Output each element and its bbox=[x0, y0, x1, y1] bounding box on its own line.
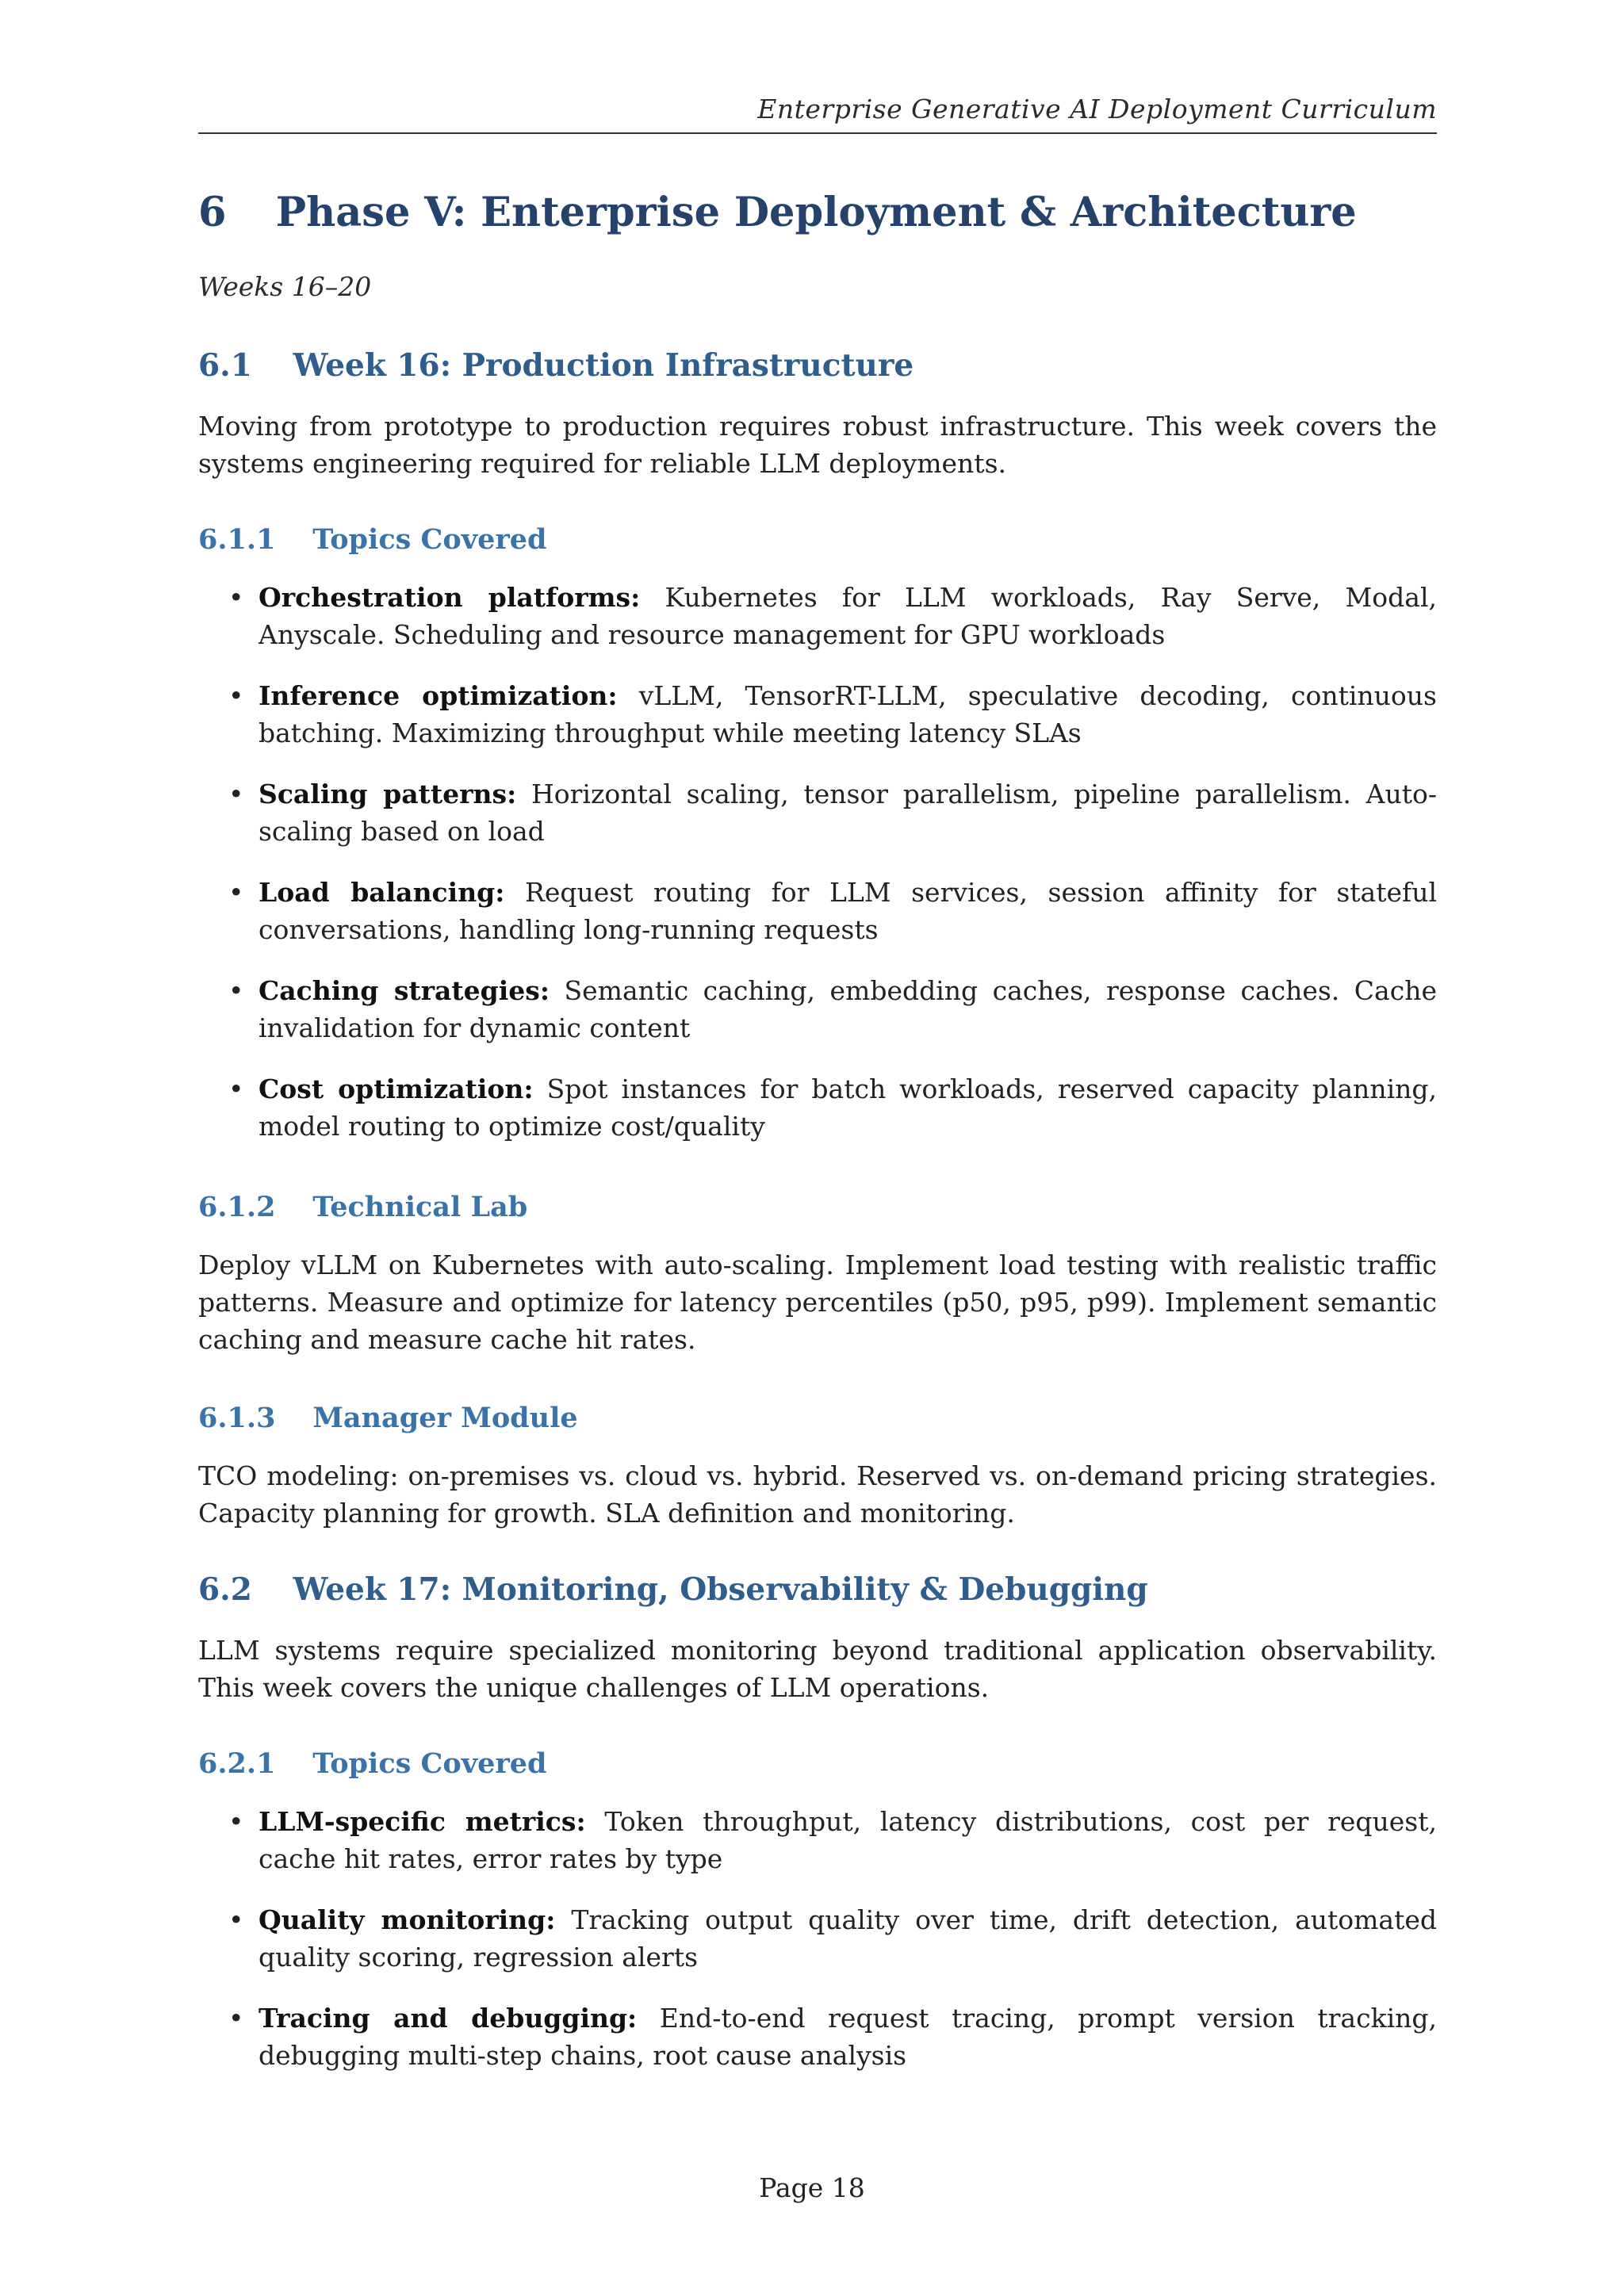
running-header-title: Enterprise Generative AI Deployment Curriculum bbox=[757, 94, 1437, 124]
bullet-icon: • bbox=[228, 680, 244, 711]
topic-term: Quality monitoring: bbox=[259, 1904, 556, 1935]
subsection-heading-week17 bbox=[198, 1571, 1148, 1608]
bullet-icon: • bbox=[228, 1904, 244, 1935]
bullet-icon: • bbox=[228, 779, 244, 809]
topic-term: Orchestration platforms: bbox=[259, 582, 641, 613]
topic-term: Caching strategies: bbox=[259, 975, 550, 1006]
section-weeks: Weeks 16–20 bbox=[198, 271, 372, 302]
bullet-icon: • bbox=[228, 2003, 244, 2034]
topic-text: Tracking output quality over time, drift detection, automated quality scoring, regression alerts bbox=[259, 1904, 1438, 1973]
list-item bbox=[198, 775, 1437, 850]
subsubsection-heading-technical-lab bbox=[198, 1191, 527, 1223]
subsubsection-title: Topics Covered bbox=[312, 1747, 547, 1780]
topic-term: Inference optimization: bbox=[259, 680, 618, 711]
topic-text: Kubernetes for LLM workloads, Ray Serve, Modal, Anyscale. Scheduling and resource management for GPU workloads bbox=[259, 582, 1438, 650]
subsubsection-title: Technical Lab bbox=[312, 1191, 528, 1223]
section-title: Phase V: Enterprise Deployment & Architecture bbox=[275, 189, 1357, 236]
list-item bbox=[198, 972, 1437, 1047]
subsubsection-number: 6.2.1 bbox=[198, 1747, 276, 1780]
subsection-title: Week 16: Production Infrastructure bbox=[293, 347, 914, 384]
subsubsection-heading-week17-topics bbox=[198, 1747, 547, 1780]
bullet-icon: • bbox=[228, 582, 244, 613]
list-item bbox=[198, 677, 1437, 752]
subsubsection-heading-week16-topics bbox=[198, 523, 547, 556]
topic-text: vLLM, TensorRT-LLM, speculative decoding, continuous batching. Maximizing throughput while meeting latency SLAs bbox=[259, 680, 1437, 748]
topic-text: Request routing for LLM services, session affinity for stateful conversations, handling long-running requests bbox=[259, 877, 1438, 945]
page-footer bbox=[0, 2172, 1624, 2203]
subsubsection-title: Manager Module bbox=[312, 1402, 578, 1434]
list-item bbox=[198, 579, 1437, 653]
section-number: 6 bbox=[198, 189, 227, 236]
list-item bbox=[198, 1999, 1437, 2074]
week16-topics-list bbox=[198, 579, 1437, 1169]
list-item bbox=[198, 1070, 1437, 1145]
subsubsection-number: 6.1.1 bbox=[198, 523, 276, 556]
list-item bbox=[198, 1803, 1437, 1877]
subsection-number: 6.1 bbox=[198, 347, 252, 384]
topic-term: Tracing and debugging: bbox=[259, 2003, 638, 2034]
subsubsection-heading-manager-module bbox=[198, 1402, 578, 1434]
bullet-icon: • bbox=[228, 975, 244, 1006]
technical-lab-text: Deploy vLLM on Kubernetes with auto-scaling. Implement load testing with realistic traffic patterns. Measure and optimize for latency percentiles (p50, p95, p99). Implement semantic caching and measure cache hit rates. bbox=[198, 1249, 1437, 1355]
page-number: Page 18 bbox=[759, 2172, 865, 2203]
subsubsection-title: Topics Covered bbox=[312, 523, 547, 556]
topic-term: Scaling patterns: bbox=[259, 779, 517, 809]
running-header bbox=[198, 94, 1437, 134]
topic-text: Token throughput, latency distributions, cost per request, cache hit rates, error rates by type bbox=[259, 1806, 1437, 1874]
bullet-icon: • bbox=[228, 877, 244, 908]
week17-topics-list bbox=[198, 1803, 1437, 2098]
list-item bbox=[198, 1901, 1437, 1976]
bullet-icon: • bbox=[228, 1073, 244, 1104]
list-item bbox=[198, 874, 1437, 948]
week17-intro: LLM systems require specialized monitoring beyond traditional application observability. This week covers the unique challenges of LLM operations. bbox=[198, 1635, 1437, 1703]
topic-text: Semantic caching, embedding caches, response caches. Cache invalidation for dynamic content bbox=[259, 975, 1437, 1043]
week16-intro: Moving from prototype to production requires robust infrastructure. This week covers the systems engineering required for reliable LLM deployments. bbox=[198, 411, 1437, 479]
subsection-number: 6.2 bbox=[198, 1571, 252, 1608]
bullet-icon: • bbox=[228, 1806, 244, 1837]
topic-term: Cost optimization: bbox=[259, 1073, 534, 1104]
topic-term: Load balancing: bbox=[259, 877, 505, 908]
topic-text: End-to-end request tracing, prompt version tracking, debugging multi-step chains, root cause analysis bbox=[259, 2003, 1437, 2071]
subsection-heading-week16 bbox=[198, 347, 914, 384]
topic-term: LLM-specific metrics: bbox=[259, 1806, 586, 1837]
topic-text: Spot instances for batch workloads, reserved capacity planning, model routing to optimize cost/quality bbox=[259, 1073, 1437, 1142]
subsubsection-number: 6.1.2 bbox=[198, 1191, 276, 1223]
manager-module-text: TCO modeling: on-premises vs. cloud vs. hybrid. Reserved vs. on-demand pricing strategies. Capacity planning for growth. SLA definition and monitoring. bbox=[198, 1460, 1437, 1529]
subsubsection-number: 6.1.3 bbox=[198, 1402, 276, 1434]
subsection-title: Week 17: Monitoring, Observability & Debugging bbox=[293, 1571, 1148, 1608]
section-heading bbox=[198, 189, 1357, 236]
topic-text: Horizontal scaling, tensor parallelism, pipeline parallelism. Auto-scaling based on load bbox=[259, 779, 1437, 847]
